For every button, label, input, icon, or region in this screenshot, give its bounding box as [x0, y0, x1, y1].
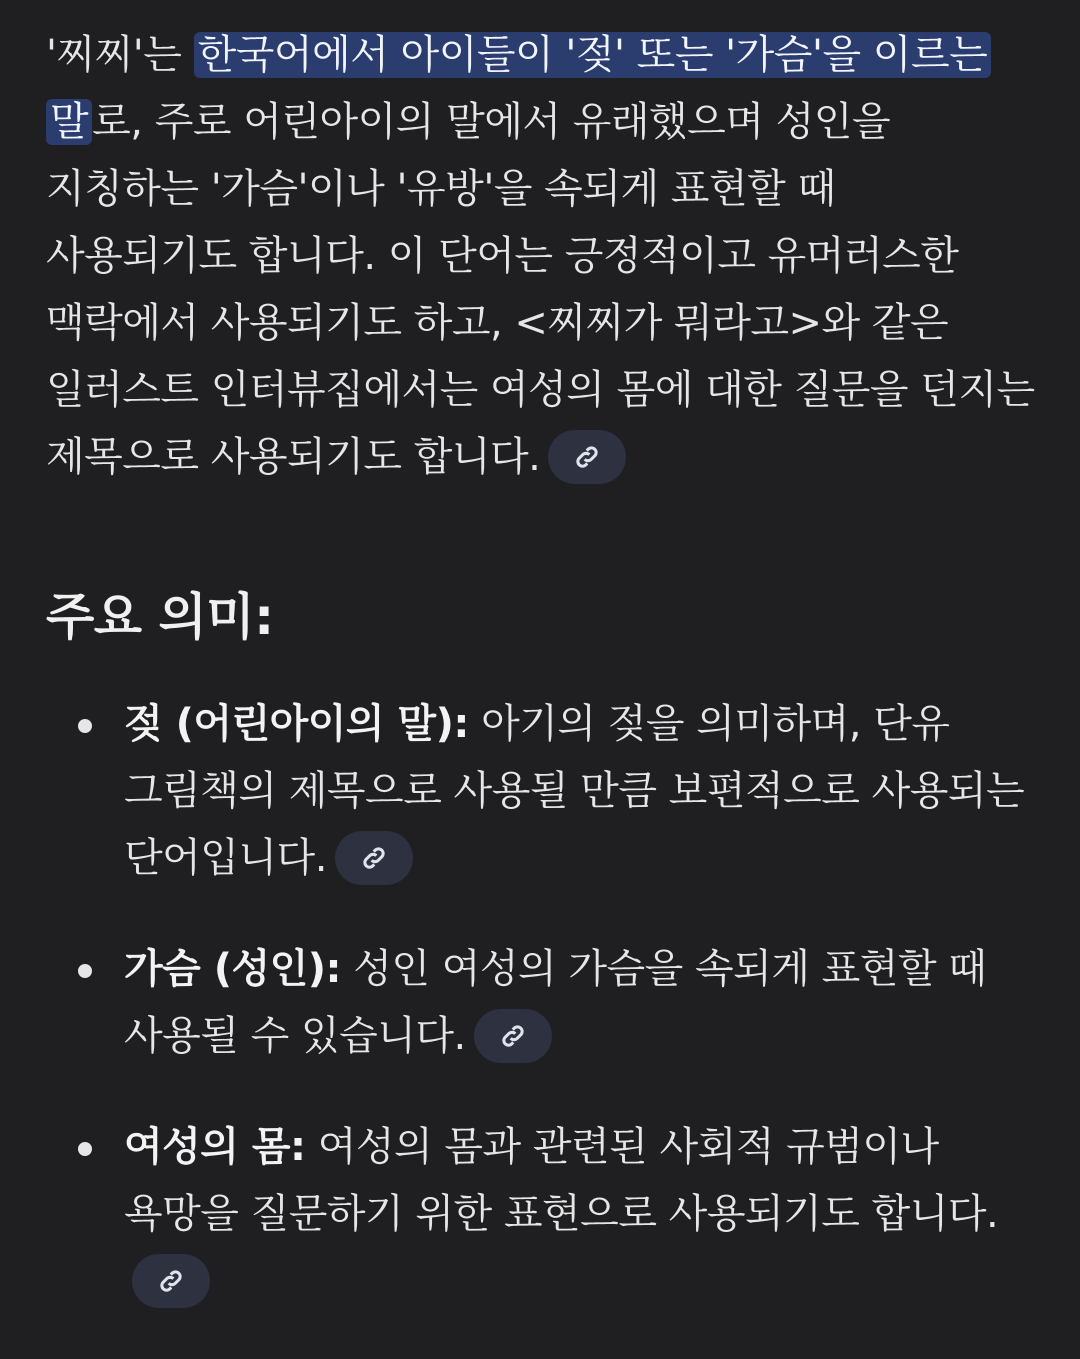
source-link-button[interactable] [132, 1254, 210, 1308]
answer-content [46, 22, 1036, 1359]
link-icon [573, 443, 601, 471]
item-term: 가슴 (성인): [124, 946, 342, 992]
section-heading: 주요 의미: [46, 588, 274, 646]
list-item [46, 691, 1036, 892]
intro-prefix: '찌찌'는 [46, 32, 194, 78]
intro-paragraph [46, 22, 1036, 491]
intro-highlighted-text[interactable]: 한국어에서 아이들이 '젖' 또는 '가슴'을 이르는 말 [46, 32, 991, 145]
link-icon [157, 1267, 185, 1295]
list-item [46, 936, 1036, 1070]
source-link-button[interactable] [548, 430, 626, 484]
bullet-dot [78, 1142, 92, 1156]
item-text: 아기의 젖을 의미하며, 단유 그림책의 제목으로 사용될 만큼 보편적으로 사용되는 단어입니다. [124, 701, 1025, 881]
meaning-list [46, 691, 1036, 1315]
bullet-dot [78, 964, 92, 978]
item-term: 여성의 몸: [124, 1124, 306, 1170]
bullet-dot [78, 719, 92, 733]
source-link-button[interactable] [474, 1009, 552, 1063]
list-item [46, 1114, 1036, 1315]
intro-rest: 로, 주로 어린아이의 말에서 유래했으며 성인을 지칭하는 '가슴'이나 '유방'을 속되게 표현할 때 사용되기도 합니다. 이 단어는 긍정적이고 유머러스한 맥락에서 사용되기도 하고, <찌찌가 뭐라고>와 같은 일러스트 인터뷰집에서는 여성의 몸에 대한 질문을 던지는 제목으로 사용되기도 합니다. [46, 99, 1035, 480]
item-term: 젖 (어린아이의 말): [124, 701, 469, 747]
link-icon [360, 844, 388, 872]
item-text: 여성의 몸과 관련된 사회적 규범이나 욕망을 질문하기 위한 표현으로 사용되기도 합니다. [124, 1124, 999, 1237]
item-text: 성인 여성의 가슴을 속되게 표현할 때 사용될 수 있습니다. [124, 946, 987, 1059]
link-icon [499, 1022, 527, 1050]
source-link-button[interactable] [335, 831, 413, 885]
